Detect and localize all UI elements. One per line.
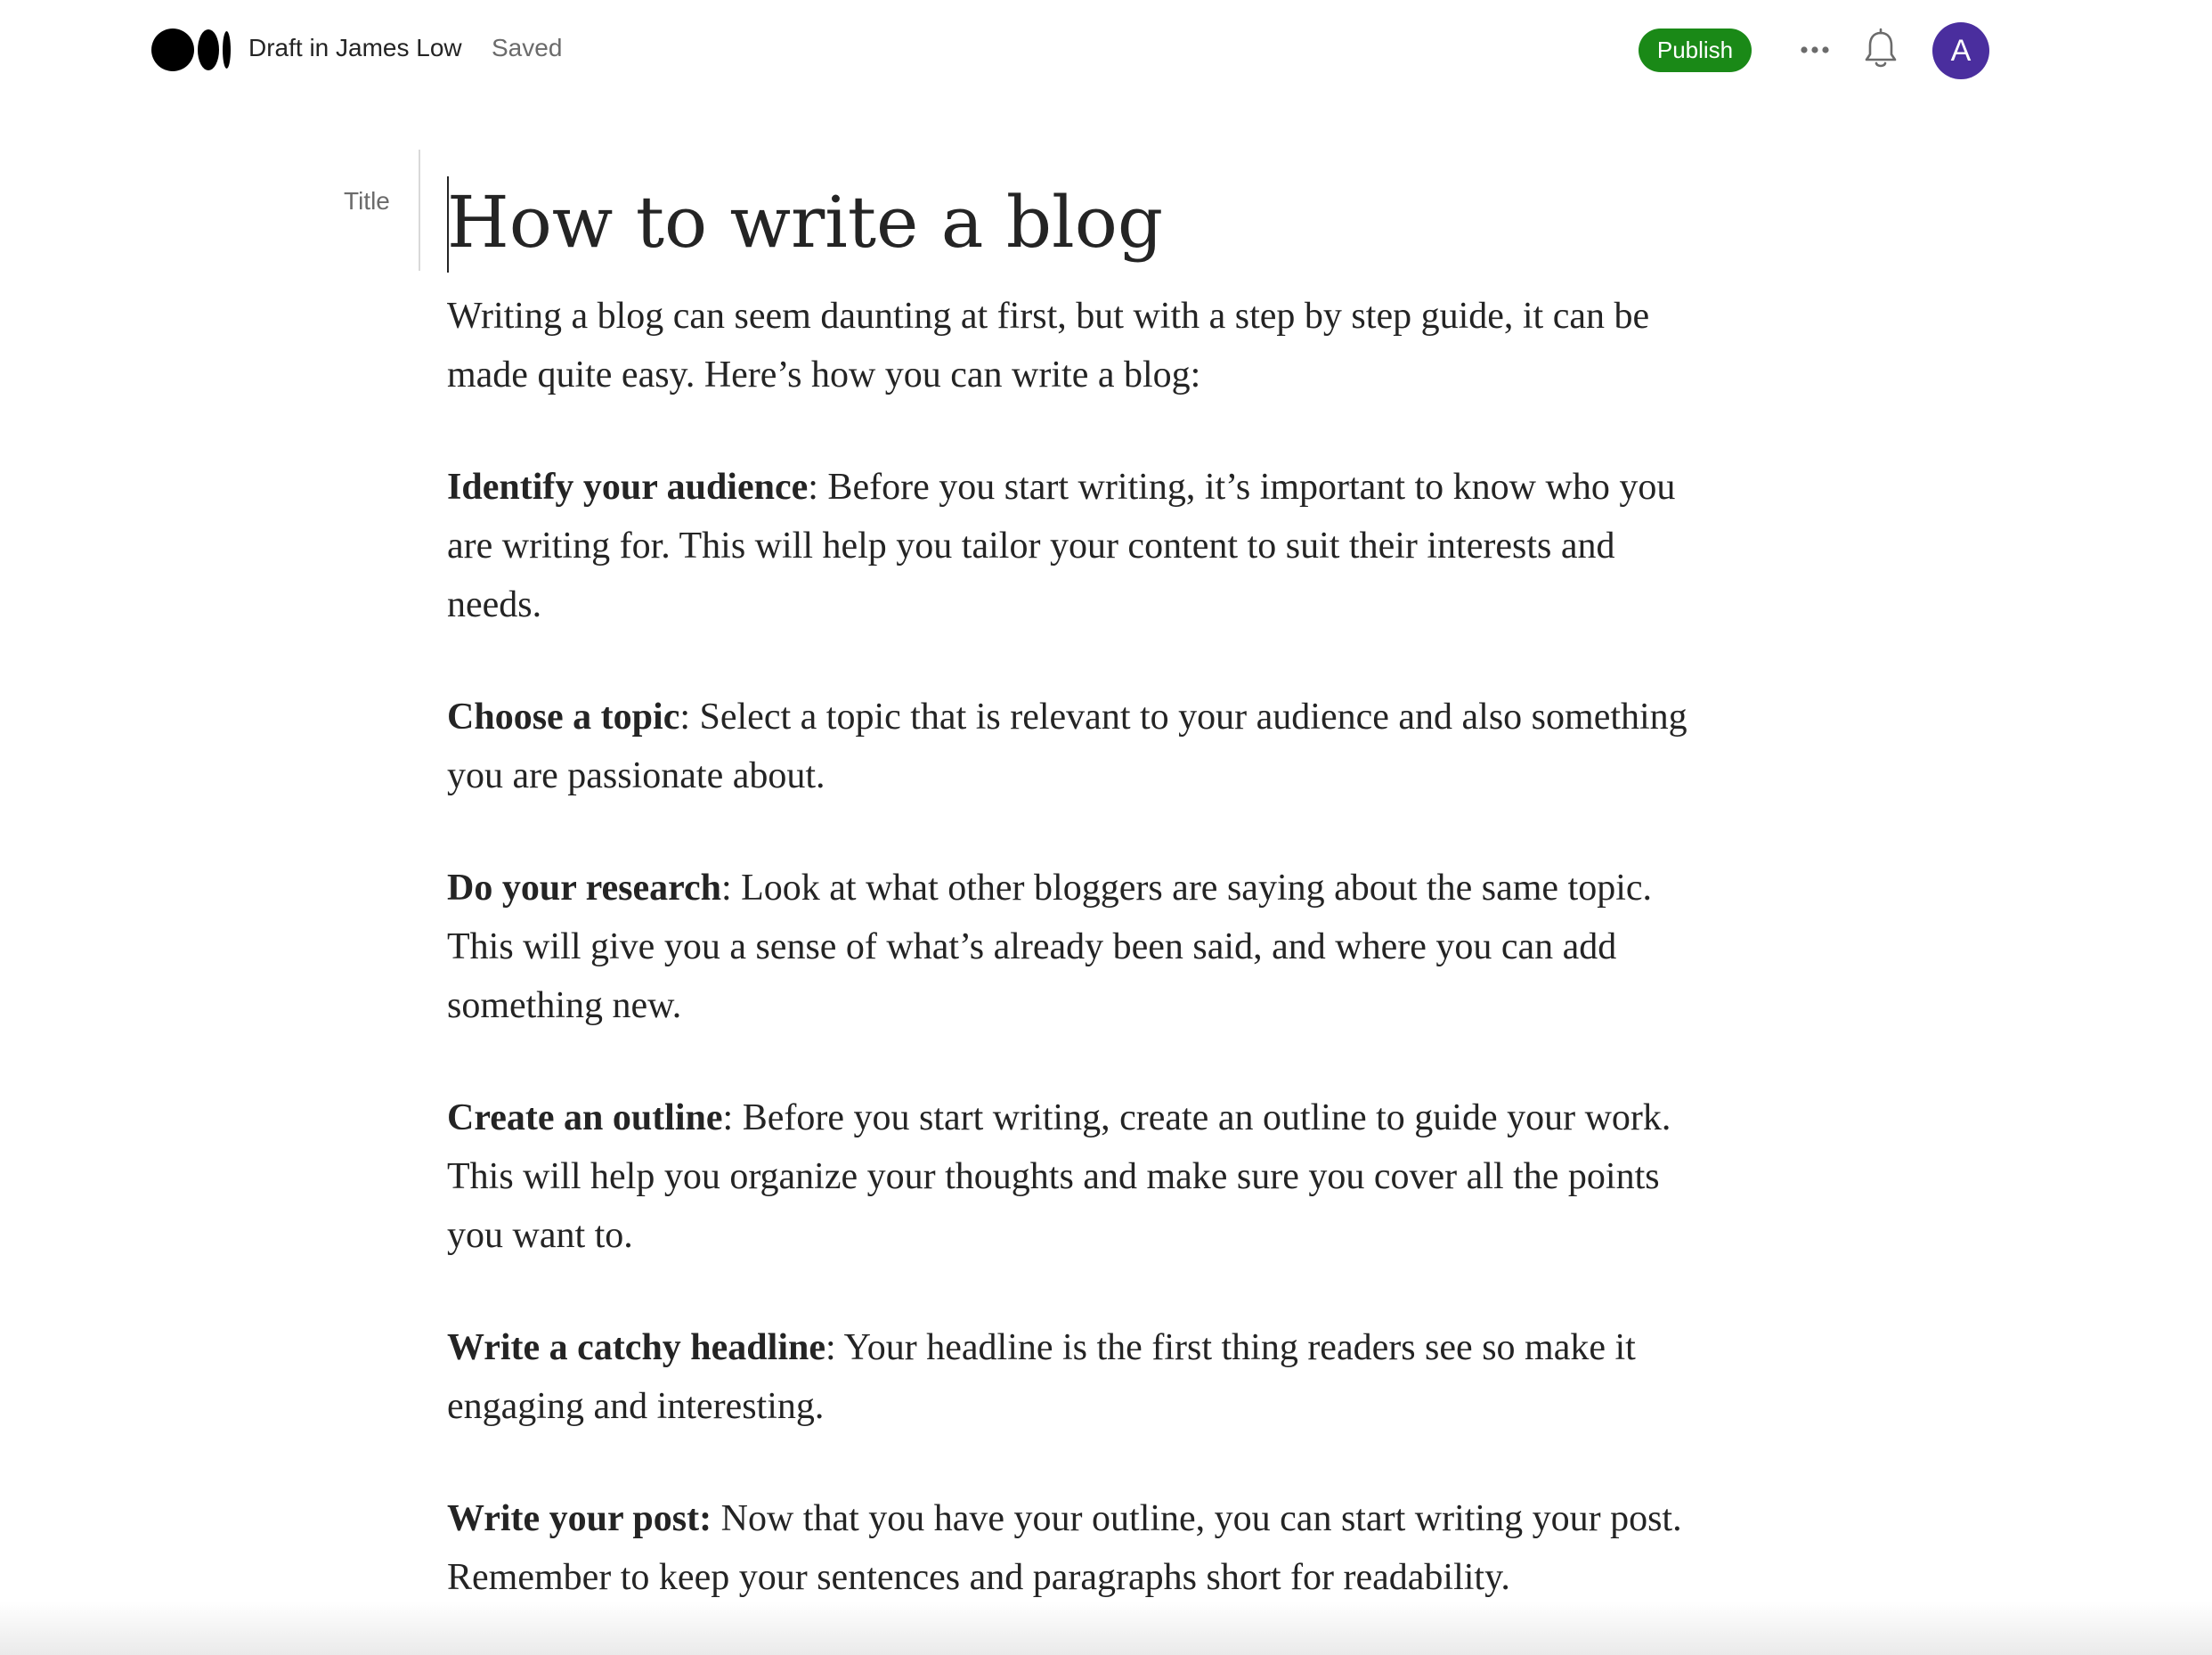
step-paragraph[interactable] <box>447 1318 1694 1436</box>
title-placeholder-hint: Title <box>344 187 390 215</box>
step-heading: Create an outline <box>447 1097 723 1138</box>
publish-button[interactable]: Publish <box>1639 29 1752 72</box>
step-text: : Before you start writing, it’s important to know who you are writing for. This will help you tailor your content to suit their interests and needs. <box>447 467 1676 625</box>
step-paragraph[interactable] <box>447 458 1694 634</box>
post-title[interactable]: How to write a blog <box>447 181 1164 264</box>
step-text: : Your headline is the first thing readers see so make it engaging and interesting. <box>447 1327 1636 1427</box>
post-body[interactable] <box>447 287 1694 1655</box>
step-paragraph[interactable] <box>447 688 1694 805</box>
top-bar <box>0 0 2212 100</box>
draft-location-label: Draft in James Low <box>248 34 462 61</box>
step-heading: Write a catchy headline <box>447 1327 826 1368</box>
step-paragraph[interactable] <box>447 1088 1694 1265</box>
save-status: Saved <box>492 34 563 61</box>
more-horizontal-icon[interactable] <box>1790 29 1840 71</box>
intro-paragraph[interactable]: Writing a blog can seem daunting at first, but with a step by step guide, it can be made quite easy. Here’s how you can write a blog: <box>447 296 1650 395</box>
step-heading: Choose a topic <box>447 697 680 738</box>
step-heading: Do your research <box>447 868 721 909</box>
step-text: : Before you start writing, create an outline to guide your work. This will help you organize your thoughts and make sure you cover all the points you want to. <box>447 1097 1671 1256</box>
user-avatar[interactable]: A <box>1932 22 1989 79</box>
medium-logo-icon[interactable] <box>151 28 232 72</box>
step-paragraph[interactable] <box>447 859 1694 1035</box>
title-divider <box>419 150 420 271</box>
step-text: : Select a topic that is relevant to your audience and also something you are passionate about. <box>447 697 1687 796</box>
step-heading: Identify your audience <box>447 467 809 508</box>
step-text: : Look at what other bloggers are saying about the same topic. This will give you a sense of what’s already been said, and where you can add something new. <box>447 868 1653 1026</box>
bell-icon[interactable] <box>1861 26 1900 72</box>
step-paragraph[interactable] <box>447 1489 1694 1607</box>
step-text: Now that you have your outline, you can start writing your post. Remember to keep your sentences and paragraphs short for readability. <box>447 1498 1682 1598</box>
step-heading: Write your post: <box>447 1498 712 1539</box>
